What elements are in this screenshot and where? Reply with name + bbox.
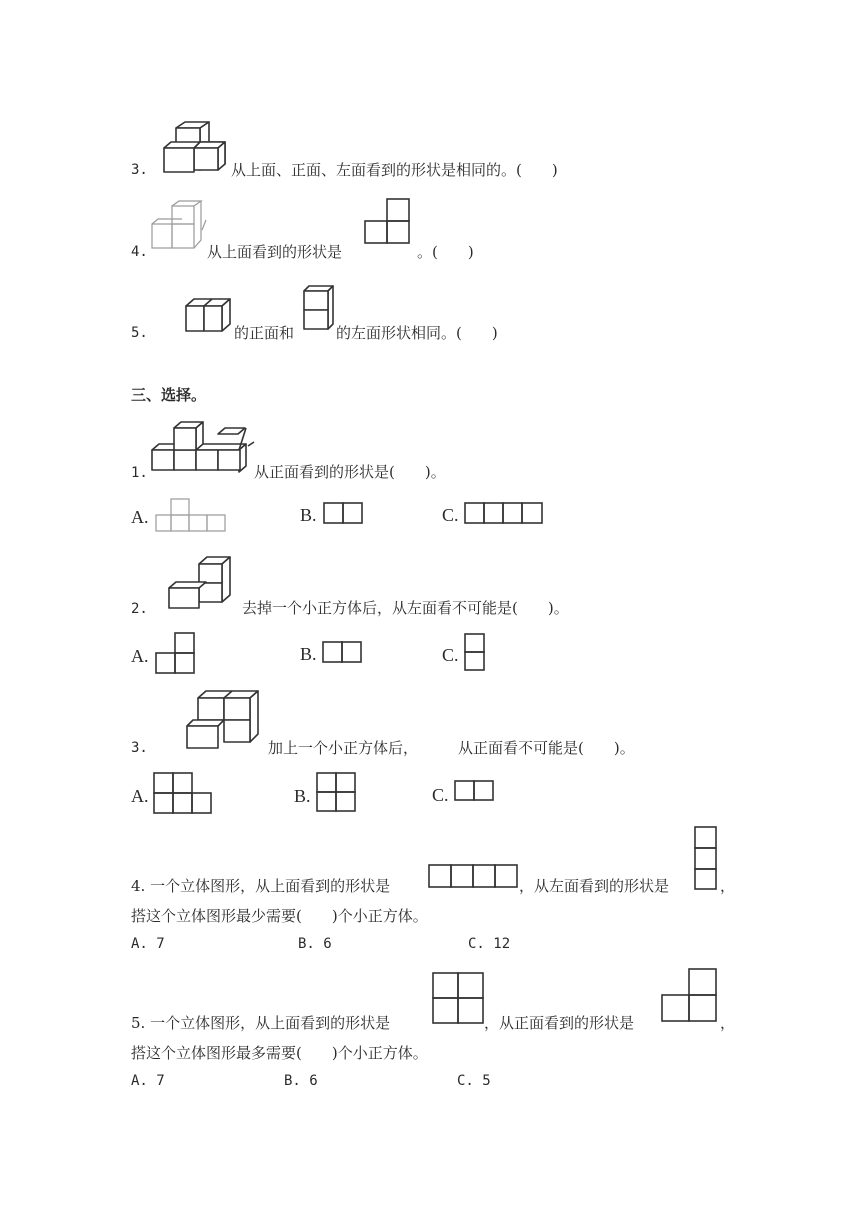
judge-5-vertical-cubes — [300, 284, 336, 334]
choice-2-option-b-label[interactable]: B. — [300, 644, 317, 664]
choice-4-line1-b: ，从左面看到的形状是 — [519, 877, 670, 895]
choice-3-question-b: 从正面看不可能是( )。 — [458, 739, 635, 757]
choice-1-question: 从正面看到的形状是( )。 — [254, 463, 446, 481]
choice-5-line2: 搭这个立体图形最多需要( )个小正方体。 — [131, 1044, 428, 1062]
choice-2-option-b-shape[interactable] — [322, 641, 364, 665]
choice-3-option-c-label[interactable]: C. — [432, 785, 449, 805]
judge-3-number: 3. — [131, 162, 148, 178]
choice-5-option-a[interactable]: A. 7 — [131, 1073, 165, 1089]
choice-1-option-c-shape[interactable] — [464, 502, 546, 526]
choice-1-option-a-shape[interactable] — [155, 497, 227, 533]
choice-3-option-a-label[interactable]: A. — [131, 786, 149, 806]
section-title: 三、选择。 — [131, 386, 207, 404]
choice-1-option-c-label[interactable]: C. — [442, 505, 459, 525]
choice-3-option-c-shape[interactable] — [454, 780, 496, 804]
choice-1-option-b-label[interactable]: B. — [300, 505, 317, 525]
choice-3-cube-figure — [184, 688, 264, 750]
judge-5-text-a: 的正面和 — [234, 324, 295, 342]
choice-5-option-c[interactable]: C. 5 — [457, 1073, 491, 1089]
choice-3-option-b-shape[interactable] — [316, 772, 358, 816]
choice-3-option-b-label[interactable]: B. — [294, 786, 311, 806]
choice-5-line1-a: 5. 一个立体图形，从上面看到的形状是 — [131, 1014, 391, 1032]
choice-4-option-c[interactable]: C. 12 — [468, 936, 511, 952]
choice-4-option-b[interactable]: B. 6 — [298, 936, 332, 952]
judge-4-text-b: 。( ) — [417, 243, 474, 261]
choice-5-option-b[interactable]: B. 6 — [284, 1073, 318, 1089]
judge-4-top-view-shape — [364, 198, 412, 246]
choice-3-option-a-shape[interactable] — [153, 772, 215, 816]
choice-2-option-c-label[interactable]: C. — [442, 645, 459, 665]
choice-2-question: 去掉一个小正方体后，从左面看不可能是( )。 — [242, 599, 569, 617]
choice-2-cube-figure — [166, 554, 236, 610]
choice-4-line1-a: 4. 一个立体图形，从上面看到的形状是 — [131, 877, 391, 895]
choice-4-line2: 搭这个立体图形最少需要( )个小正方体。 — [131, 907, 428, 925]
judge-5-number: 5. — [131, 325, 148, 341]
judge-4-number: 4. — [131, 244, 148, 260]
choice-1-number: 1. — [131, 465, 148, 481]
choice-2-option-a-label[interactable]: A. — [131, 646, 149, 666]
choice-1-cube-figure — [148, 420, 258, 472]
judge-3-statement: 从上面、正面、左面看到的形状是相同的。( ) — [231, 161, 558, 179]
choice-2-option-c-shape[interactable] — [464, 633, 486, 673]
choice-1-option-b-shape[interactable] — [323, 502, 365, 526]
choice-2-option-a-shape[interactable] — [154, 632, 198, 676]
judge-4-cube-figure — [150, 200, 210, 252]
judge-5-text-b: 的左面形状相同。( ) — [336, 324, 498, 342]
choice-3-question-a: 加上一个小正方体后， — [268, 739, 419, 757]
choice-2-number: 2. — [131, 601, 148, 617]
choice-4-option-a[interactable]: A. 7 — [131, 936, 165, 952]
choice-4-line1-c: ， — [720, 877, 736, 895]
judge-3-cube-figure — [160, 118, 230, 176]
judge-4-text-a: 从上面看到的形状是 — [207, 243, 343, 261]
choice-4-top-view-shape — [428, 864, 520, 890]
choice-5-top-view-shape — [432, 972, 486, 1026]
judge-5-horizontal-cubes — [184, 296, 234, 334]
choice-3-number: 3. — [131, 740, 148, 756]
choice-4-left-view-shape — [694, 826, 720, 892]
choice-5-front-view-shape — [660, 968, 720, 1024]
choice-5-line1-c: ， — [720, 1014, 736, 1032]
choice-5-line1-b: ，从正面看到的形状是 — [484, 1014, 635, 1032]
choice-1-option-a-label[interactable]: A. — [131, 507, 149, 527]
